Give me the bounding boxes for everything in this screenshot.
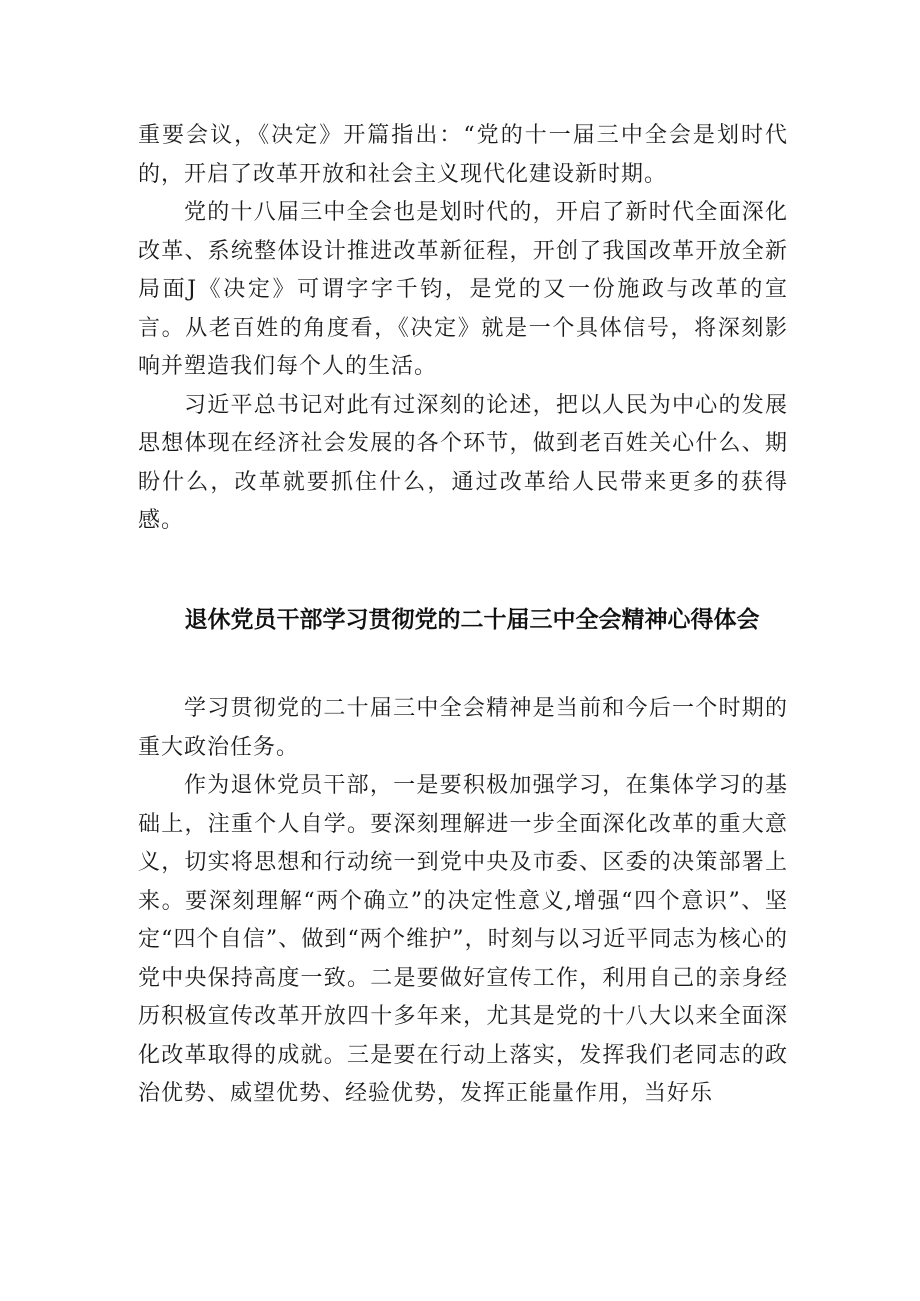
body-paragraph: 作为退休党员干部，一是要积极加强学习，在集体学习的基础上，注重个人自学。要深刻理解进一步全面深化改革的重大意义，切实将思想和行动统一到党中央及市委、区委的决策部署上来。要深刻理解“两个确立”的决定性意义,增强“四个意识”、坚定“四个自信”、做到“两个维护”，时刻与以习近平同志为核心的党中央保持高度一致。二是要做好宣传工作，利用自己的亲身经历积极宣传改革开放四十多年来，尤其是党的十八大以来全面深化改革取得的成就。三是要在行动上落实，发挥我们老同志的政治优势、威望优势、经验优势，发挥正能量作用，当好乐	[138, 773, 788, 1106]
section-one-body	[138, 117, 788, 541]
section-heading: 退休党员干部学习贯彻党的二十届三中全会精神心得体会	[184, 607, 760, 633]
body-paragraph: 学习贯彻党的二十届三中全会精神是当前和今后一个时期的重大政治任务。	[138, 696, 788, 760]
body-paragraph: 党的十八届三中全会也是划时代的，开启了新时代全面深化改革、系统整体设计推进改革新征程，开创了我国改革开放全新局面J《决定》可谓字字千钧，是党的又一份施政与改革的宣言。从老百姓的角度看，《决定》就是一个具体信号，将深刻影响并塑造我们每个人的生活。	[138, 200, 788, 379]
body-paragraph: 重要会议，《决定》开篇指出：“党的十一届三中全会是划时代的，开启了改革开放和社会主义现代化建设新时期。	[138, 123, 788, 187]
section-two-body	[138, 690, 788, 1114]
body-paragraph: 习近平总书记对此有过深刻的论述，把以人民为中心的发展思想体现在经济社会发展的各个环节，做到老百姓关心什么、期盼什么，改革就要抓住什么，通过改革给人民带来更多的获得感。	[138, 392, 788, 533]
